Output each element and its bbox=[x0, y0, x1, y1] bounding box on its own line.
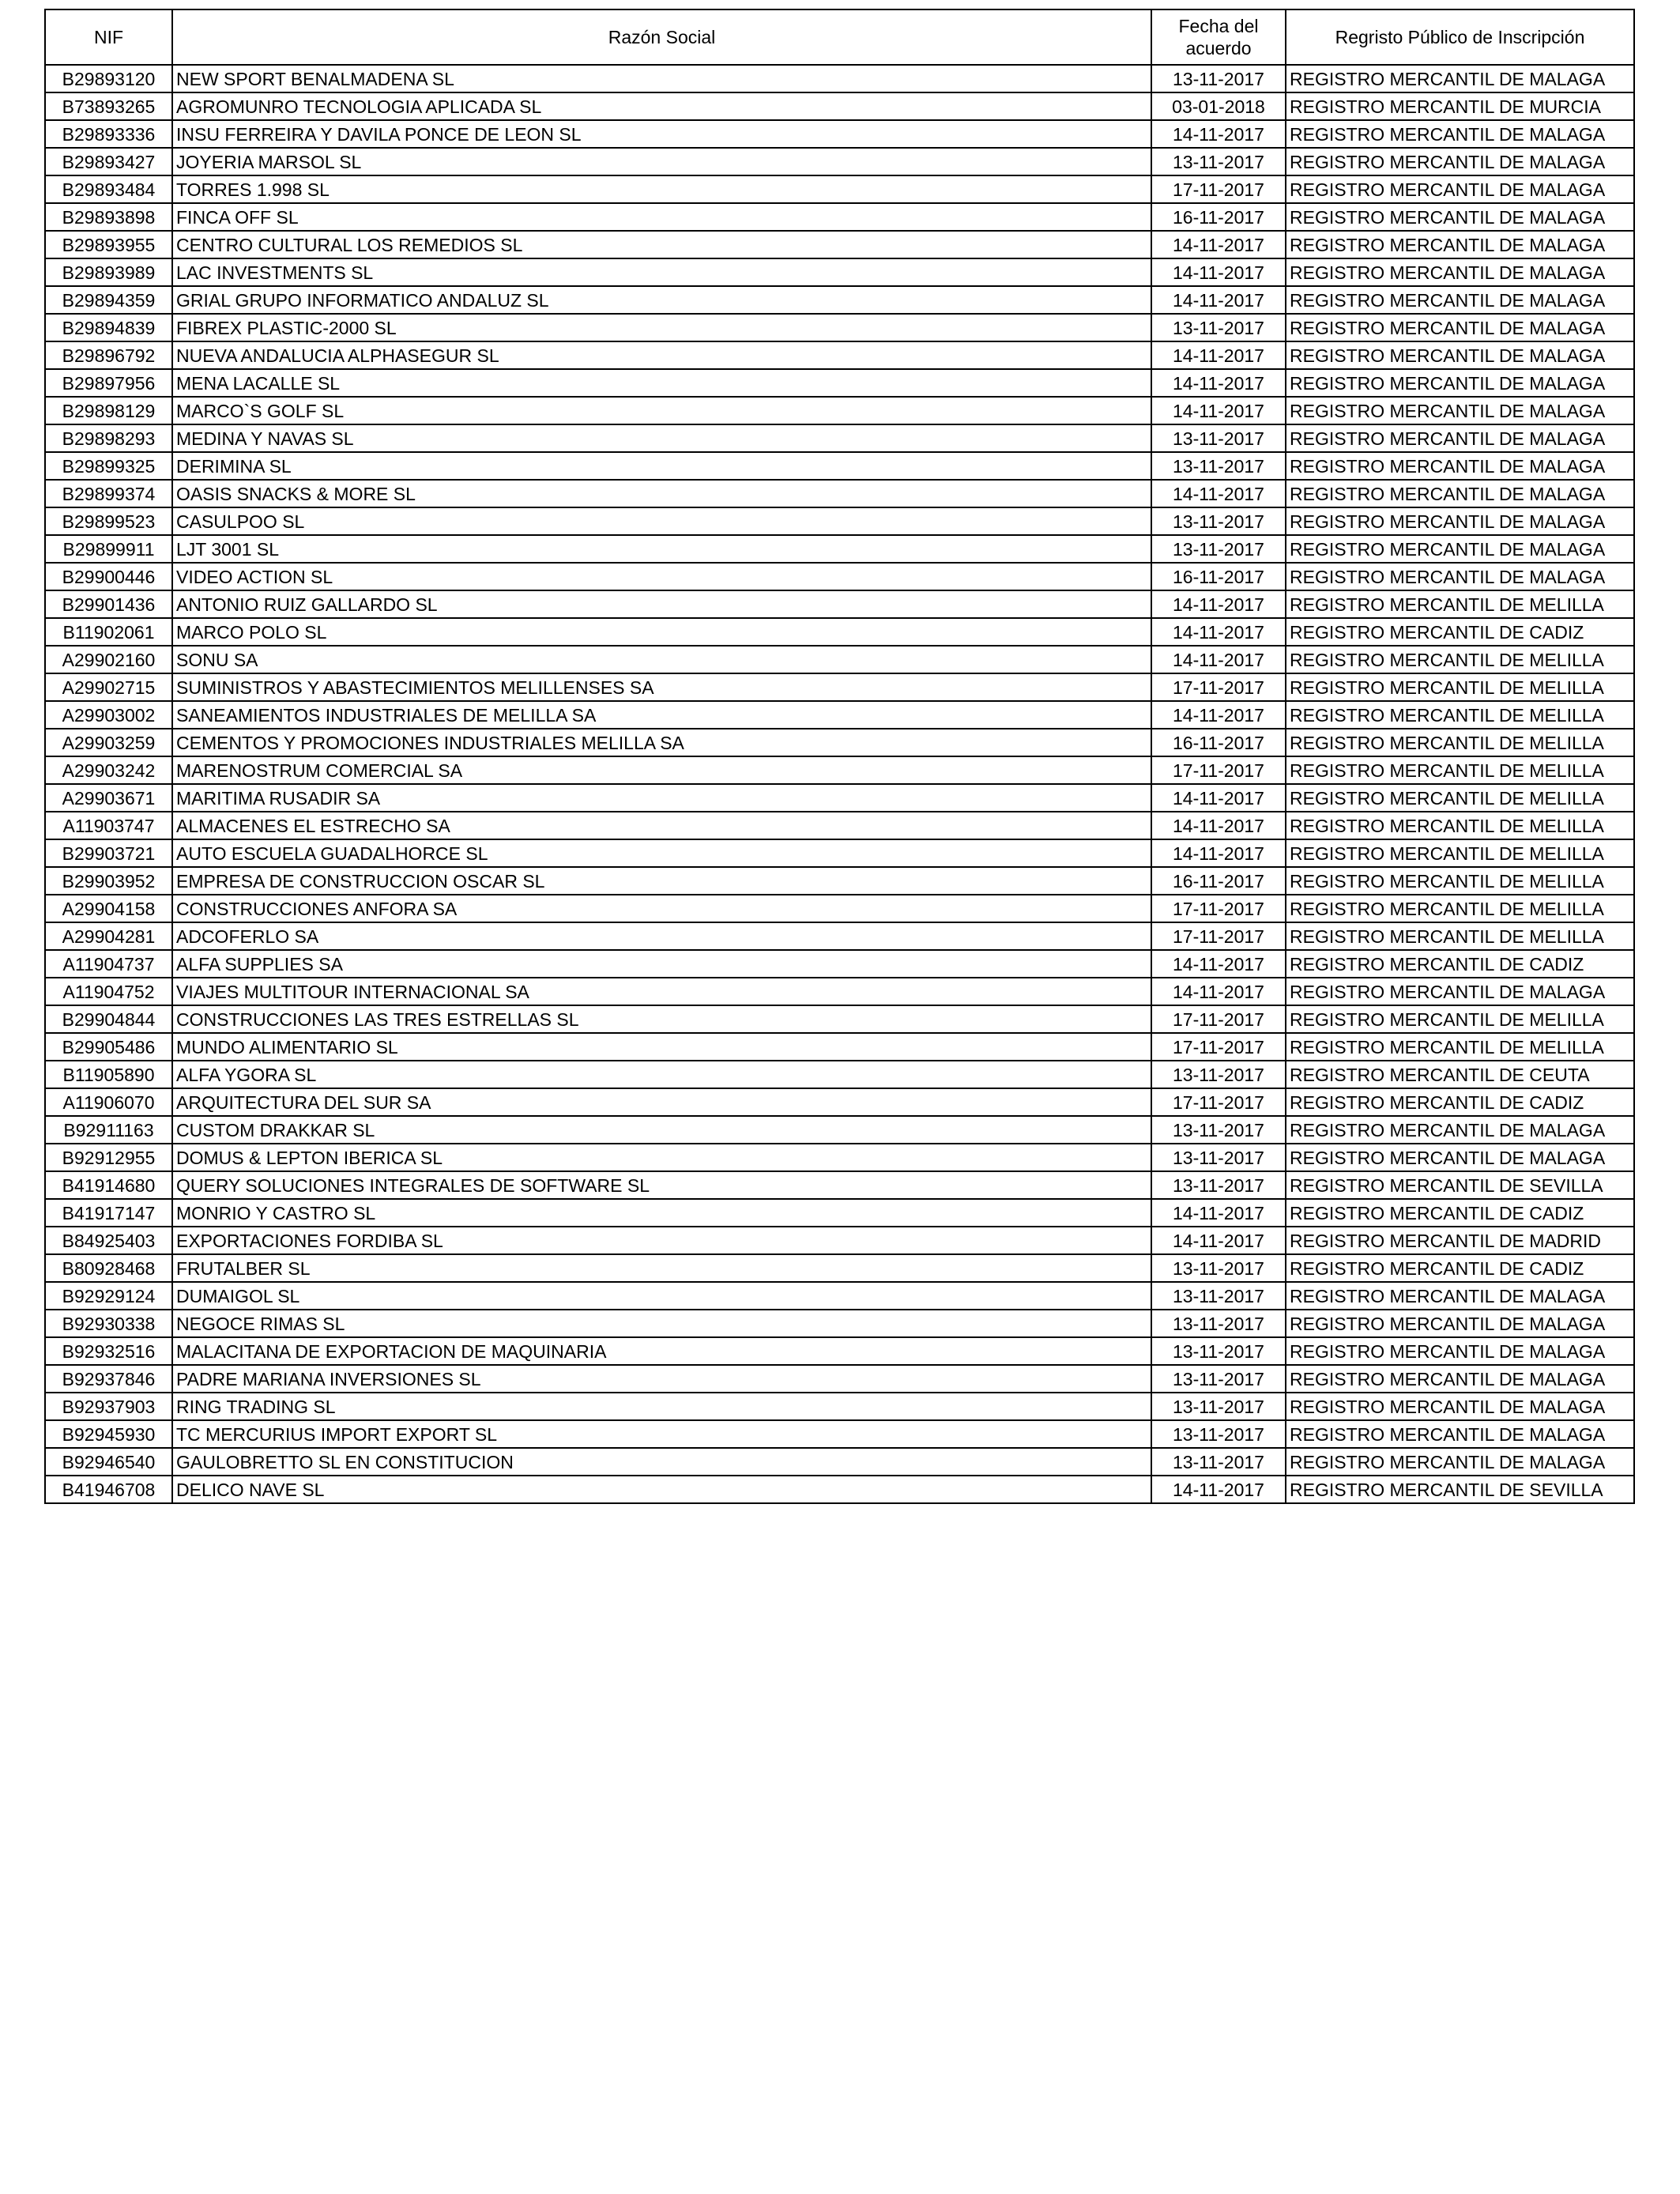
nif-cell: A29902160 bbox=[45, 646, 172, 673]
razon-social-cell: MENA LACALLE SL bbox=[172, 369, 1151, 397]
fecha-cell: 14-11-2017 bbox=[1151, 978, 1286, 1005]
razon-social-cell: EXPORTACIONES FORDIBA SL bbox=[172, 1227, 1151, 1254]
fecha-cell: 14-11-2017 bbox=[1151, 480, 1286, 507]
registro-cell: REGISTRO MERCANTIL DE MALAGA bbox=[1286, 341, 1634, 369]
razon-social-cell: MALACITANA DE EXPORTACION DE MAQUINARIA bbox=[172, 1337, 1151, 1365]
fecha-cell: 03-01-2018 bbox=[1151, 92, 1286, 120]
table-row bbox=[45, 480, 1634, 507]
table-row bbox=[45, 314, 1634, 341]
table-row bbox=[45, 1393, 1634, 1420]
nif-cell: A29902715 bbox=[45, 673, 172, 701]
nif-cell: B29894839 bbox=[45, 314, 172, 341]
razon-social-cell: CASULPOO SL bbox=[172, 507, 1151, 535]
registro-cell: REGISTRO MERCANTIL DE MALAGA bbox=[1286, 120, 1634, 148]
registro-cell: REGISTRO MERCANTIL DE MELILLA bbox=[1286, 590, 1634, 618]
razon-social-cell: MARCO POLO SL bbox=[172, 618, 1151, 646]
table-row bbox=[45, 1476, 1634, 1503]
fecha-cell: 16-11-2017 bbox=[1151, 867, 1286, 895]
nif-cell: B92911163 bbox=[45, 1116, 172, 1144]
table-row bbox=[45, 950, 1634, 978]
fecha-cell: 17-11-2017 bbox=[1151, 1005, 1286, 1033]
registro-cell: REGISTRO MERCANTIL DE CADIZ bbox=[1286, 1254, 1634, 1282]
registro-cell: REGISTRO MERCANTIL DE MALAGA bbox=[1286, 231, 1634, 258]
registro-cell: REGISTRO MERCANTIL DE MELILLA bbox=[1286, 673, 1634, 701]
registro-cell: REGISTRO MERCANTIL DE MALAGA bbox=[1286, 1448, 1634, 1476]
razon-social-cell: DOMUS & LEPTON IBERICA SL bbox=[172, 1144, 1151, 1171]
registro-cell: REGISTRO MERCANTIL DE MALAGA bbox=[1286, 1365, 1634, 1393]
nif-cell: B29900446 bbox=[45, 563, 172, 590]
nif-cell: A29904281 bbox=[45, 922, 172, 950]
header-fecha-line-1: Fecha del bbox=[1178, 16, 1259, 36]
fecha-cell: 13-11-2017 bbox=[1151, 1420, 1286, 1448]
fecha-cell: 14-11-2017 bbox=[1151, 286, 1286, 314]
fecha-cell: 13-11-2017 bbox=[1151, 1061, 1286, 1088]
fecha-cell: 14-11-2017 bbox=[1151, 618, 1286, 646]
nif-cell: A29904158 bbox=[45, 895, 172, 922]
razon-social-cell: CUSTOM DRAKKAR SL bbox=[172, 1116, 1151, 1144]
razon-social-cell: LJT 3001 SL bbox=[172, 535, 1151, 563]
nif-cell: B29899325 bbox=[45, 452, 172, 480]
fecha-cell: 17-11-2017 bbox=[1151, 895, 1286, 922]
table-header bbox=[45, 9, 1634, 65]
registro-cell: REGISTRO MERCANTIL DE MALAGA bbox=[1286, 203, 1634, 231]
table-row bbox=[45, 120, 1634, 148]
razon-social-cell: CONSTRUCCIONES LAS TRES ESTRELLAS SL bbox=[172, 1005, 1151, 1033]
nif-cell: A11906070 bbox=[45, 1088, 172, 1116]
table-row bbox=[45, 1199, 1634, 1227]
fecha-cell: 13-11-2017 bbox=[1151, 535, 1286, 563]
razon-social-cell: INSU FERREIRA Y DAVILA PONCE DE LEON SL bbox=[172, 120, 1151, 148]
razon-social-cell: NUEVA ANDALUCIA ALPHASEGUR SL bbox=[172, 341, 1151, 369]
nif-cell: B11902061 bbox=[45, 618, 172, 646]
razon-social-cell: TORRES 1.998 SL bbox=[172, 175, 1151, 203]
razon-social-cell: MUNDO ALIMENTARIO SL bbox=[172, 1033, 1151, 1061]
razon-social-cell: JOYERIA MARSOL SL bbox=[172, 148, 1151, 175]
razon-social-cell: VIDEO ACTION SL bbox=[172, 563, 1151, 590]
fecha-cell: 14-11-2017 bbox=[1151, 231, 1286, 258]
table-row bbox=[45, 231, 1634, 258]
fecha-cell: 13-11-2017 bbox=[1151, 314, 1286, 341]
table-row bbox=[45, 1282, 1634, 1310]
table-row bbox=[45, 618, 1634, 646]
table-row bbox=[45, 92, 1634, 120]
registro-cell: REGISTRO MERCANTIL DE MALAGA bbox=[1286, 175, 1634, 203]
table-row bbox=[45, 1227, 1634, 1254]
nif-cell: B29905486 bbox=[45, 1033, 172, 1061]
table-row bbox=[45, 1061, 1634, 1088]
razon-social-cell: AGROMUNRO TECNOLOGIA APLICADA SL bbox=[172, 92, 1151, 120]
fecha-cell: 17-11-2017 bbox=[1151, 175, 1286, 203]
razon-social-cell: CENTRO CULTURAL LOS REMEDIOS SL bbox=[172, 231, 1151, 258]
header-razon-social: Razón Social bbox=[172, 9, 1151, 65]
fecha-cell: 14-11-2017 bbox=[1151, 950, 1286, 978]
nif-cell: B92912955 bbox=[45, 1144, 172, 1171]
razon-social-cell: ALFA SUPPLIES SA bbox=[172, 950, 1151, 978]
table-row bbox=[45, 867, 1634, 895]
razon-social-cell: SANEAMIENTOS INDUSTRIALES DE MELILLA SA bbox=[172, 701, 1151, 729]
nif-cell: B29894359 bbox=[45, 286, 172, 314]
nif-cell: B41946708 bbox=[45, 1476, 172, 1503]
registro-cell: REGISTRO MERCANTIL DE MURCIA bbox=[1286, 92, 1634, 120]
razon-social-cell: NEW SPORT BENALMADENA SL bbox=[172, 65, 1151, 92]
nif-cell: B92946540 bbox=[45, 1448, 172, 1476]
registro-cell: REGISTRO MERCANTIL DE MALAGA bbox=[1286, 507, 1634, 535]
header-fecha-line-2: acuerdo bbox=[1185, 38, 1252, 58]
registro-cell: REGISTRO MERCANTIL DE MELILLA bbox=[1286, 922, 1634, 950]
nif-cell: B29901436 bbox=[45, 590, 172, 618]
table-row bbox=[45, 397, 1634, 424]
razon-social-cell: FRUTALBER SL bbox=[172, 1254, 1151, 1282]
registro-cell: REGISTRO MERCANTIL DE MALAGA bbox=[1286, 258, 1634, 286]
nif-cell: B92932516 bbox=[45, 1337, 172, 1365]
table-row bbox=[45, 65, 1634, 92]
nif-cell: B29899911 bbox=[45, 535, 172, 563]
table-row bbox=[45, 673, 1634, 701]
table-row bbox=[45, 369, 1634, 397]
razon-social-cell: SUMINISTROS Y ABASTECIMIENTOS MELILLENSES SA bbox=[172, 673, 1151, 701]
table-row bbox=[45, 701, 1634, 729]
registro-cell: REGISTRO MERCANTIL DE MALAGA bbox=[1286, 480, 1634, 507]
razon-social-cell: OASIS SNACKS & MORE SL bbox=[172, 480, 1151, 507]
header-fecha-acuerdo bbox=[1151, 9, 1286, 65]
table-row bbox=[45, 1088, 1634, 1116]
registro-cell: REGISTRO MERCANTIL DE MALAGA bbox=[1286, 452, 1634, 480]
registro-cell: REGISTRO MERCANTIL DE MELILLA bbox=[1286, 1005, 1634, 1033]
fecha-cell: 17-11-2017 bbox=[1151, 922, 1286, 950]
fecha-cell: 14-11-2017 bbox=[1151, 784, 1286, 812]
fecha-cell: 16-11-2017 bbox=[1151, 203, 1286, 231]
razon-social-cell: ALMACENES EL ESTRECHO SA bbox=[172, 812, 1151, 839]
registro-cell: REGISTRO MERCANTIL DE MALAGA bbox=[1286, 1393, 1634, 1420]
registro-cell: REGISTRO MERCANTIL DE CADIZ bbox=[1286, 1199, 1634, 1227]
fecha-cell: 14-11-2017 bbox=[1151, 839, 1286, 867]
fecha-cell: 14-11-2017 bbox=[1151, 341, 1286, 369]
table-row bbox=[45, 1420, 1634, 1448]
registro-cell: REGISTRO MERCANTIL DE SEVILLA bbox=[1286, 1171, 1634, 1199]
registro-cell: REGISTRO MERCANTIL DE CEUTA bbox=[1286, 1061, 1634, 1088]
header-row bbox=[45, 9, 1634, 65]
fecha-cell: 16-11-2017 bbox=[1151, 729, 1286, 756]
fecha-cell: 14-11-2017 bbox=[1151, 369, 1286, 397]
fecha-cell: 17-11-2017 bbox=[1151, 1033, 1286, 1061]
registro-cell: REGISTRO MERCANTIL DE MALAGA bbox=[1286, 1310, 1634, 1337]
nif-cell: A29903002 bbox=[45, 701, 172, 729]
nif-cell: B29903721 bbox=[45, 839, 172, 867]
nif-cell: B29896792 bbox=[45, 341, 172, 369]
fecha-cell: 13-11-2017 bbox=[1151, 1365, 1286, 1393]
razon-social-cell: VIAJES MULTITOUR INTERNACIONAL SA bbox=[172, 978, 1151, 1005]
razon-social-cell: AUTO ESCUELA GUADALHORCE SL bbox=[172, 839, 1151, 867]
razon-social-cell: CONSTRUCCIONES ANFORA SA bbox=[172, 895, 1151, 922]
razon-social-cell: DELICO NAVE SL bbox=[172, 1476, 1151, 1503]
table-row bbox=[45, 286, 1634, 314]
table-row bbox=[45, 812, 1634, 839]
table-row bbox=[45, 563, 1634, 590]
fecha-cell: 13-11-2017 bbox=[1151, 1254, 1286, 1282]
registro-cell: REGISTRO MERCANTIL DE MALAGA bbox=[1286, 535, 1634, 563]
razon-social-cell: MONRIO Y CASTRO SL bbox=[172, 1199, 1151, 1227]
registro-cell: REGISTRO MERCANTIL DE CADIZ bbox=[1286, 950, 1634, 978]
nif-cell: B29893484 bbox=[45, 175, 172, 203]
registro-cell: REGISTRO MERCANTIL DE CADIZ bbox=[1286, 1088, 1634, 1116]
fecha-cell: 17-11-2017 bbox=[1151, 756, 1286, 784]
razon-social-cell: LAC INVESTMENTS SL bbox=[172, 258, 1151, 286]
nif-cell: B29899374 bbox=[45, 480, 172, 507]
fecha-cell: 13-11-2017 bbox=[1151, 1144, 1286, 1171]
nif-cell: B29899523 bbox=[45, 507, 172, 535]
razon-social-cell: MEDINA Y NAVAS SL bbox=[172, 424, 1151, 452]
fecha-cell: 14-11-2017 bbox=[1151, 701, 1286, 729]
fecha-cell: 16-11-2017 bbox=[1151, 563, 1286, 590]
registro-cell: REGISTRO MERCANTIL DE MALAGA bbox=[1286, 424, 1634, 452]
table-row bbox=[45, 341, 1634, 369]
registro-cell: REGISTRO MERCANTIL DE MALAGA bbox=[1286, 1116, 1634, 1144]
table-row bbox=[45, 922, 1634, 950]
table-row bbox=[45, 1365, 1634, 1393]
nif-cell: B29893120 bbox=[45, 65, 172, 92]
header-registro-publico: Regristo Público de Inscripción bbox=[1286, 9, 1634, 65]
table-row bbox=[45, 1310, 1634, 1337]
razon-social-cell: MARENOSTRUM COMERCIAL SA bbox=[172, 756, 1151, 784]
registro-cell: REGISTRO MERCANTIL DE MALAGA bbox=[1286, 1337, 1634, 1365]
table-row bbox=[45, 729, 1634, 756]
registro-cell: REGISTRO MERCANTIL DE MALAGA bbox=[1286, 978, 1634, 1005]
table-row bbox=[45, 646, 1634, 673]
registro-cell: REGISTRO MERCANTIL DE MALAGA bbox=[1286, 148, 1634, 175]
nif-cell: B92929124 bbox=[45, 1282, 172, 1310]
nif-cell: B92937846 bbox=[45, 1365, 172, 1393]
registro-cell: REGISTRO MERCANTIL DE MELILLA bbox=[1286, 895, 1634, 922]
razon-social-cell: MARCO`S GOLF SL bbox=[172, 397, 1151, 424]
table-body bbox=[45, 65, 1634, 1503]
table-row bbox=[45, 535, 1634, 563]
nif-cell: A11904737 bbox=[45, 950, 172, 978]
razon-social-cell: GRIAL GRUPO INFORMATICO ANDALUZ SL bbox=[172, 286, 1151, 314]
registro-cell: REGISTRO MERCANTIL DE MALAGA bbox=[1286, 1144, 1634, 1171]
registro-cell: REGISTRO MERCANTIL DE MELILLA bbox=[1286, 729, 1634, 756]
nif-cell: B29904844 bbox=[45, 1005, 172, 1033]
fecha-cell: 13-11-2017 bbox=[1151, 148, 1286, 175]
fecha-cell: 14-11-2017 bbox=[1151, 646, 1286, 673]
table-row bbox=[45, 839, 1634, 867]
fecha-cell: 13-11-2017 bbox=[1151, 1116, 1286, 1144]
table-row bbox=[45, 784, 1634, 812]
table-row bbox=[45, 895, 1634, 922]
razon-social-cell: ARQUITECTURA DEL SUR SA bbox=[172, 1088, 1151, 1116]
table-row bbox=[45, 1254, 1634, 1282]
razon-social-cell: PADRE MARIANA INVERSIONES SL bbox=[172, 1365, 1151, 1393]
razon-social-cell: DERIMINA SL bbox=[172, 452, 1151, 480]
table-row bbox=[45, 1033, 1634, 1061]
fecha-cell: 13-11-2017 bbox=[1151, 1393, 1286, 1420]
razon-social-cell: CEMENTOS Y PROMOCIONES INDUSTRIALES MELILLA SA bbox=[172, 729, 1151, 756]
fecha-cell: 14-11-2017 bbox=[1151, 1199, 1286, 1227]
registro-cell: REGISTRO MERCANTIL DE SEVILLA bbox=[1286, 1476, 1634, 1503]
razon-social-cell: DUMAIGOL SL bbox=[172, 1282, 1151, 1310]
razon-social-cell: NEGOCE RIMAS SL bbox=[172, 1310, 1151, 1337]
registro-cell: REGISTRO MERCANTIL DE CADIZ bbox=[1286, 618, 1634, 646]
table-row bbox=[45, 1116, 1634, 1144]
razon-social-cell: RING TRADING SL bbox=[172, 1393, 1151, 1420]
table-row bbox=[45, 978, 1634, 1005]
nif-cell: B29893427 bbox=[45, 148, 172, 175]
registro-cell: REGISTRO MERCANTIL DE MELILLA bbox=[1286, 1033, 1634, 1061]
razon-social-cell: TC MERCURIUS IMPORT EXPORT SL bbox=[172, 1420, 1151, 1448]
razon-social-cell: ANTONIO RUIZ GALLARDO SL bbox=[172, 590, 1151, 618]
nif-cell: B11905890 bbox=[45, 1061, 172, 1088]
fecha-cell: 13-11-2017 bbox=[1151, 452, 1286, 480]
registro-cell: REGISTRO MERCANTIL DE MALAGA bbox=[1286, 563, 1634, 590]
registro-cell: REGISTRO MERCANTIL DE MELILLA bbox=[1286, 867, 1634, 895]
nif-cell: A11903747 bbox=[45, 812, 172, 839]
header-nif: NIF bbox=[45, 9, 172, 65]
nif-cell: A29903259 bbox=[45, 729, 172, 756]
nif-cell: B92945930 bbox=[45, 1420, 172, 1448]
registro-cell: REGISTRO MERCANTIL DE MALAGA bbox=[1286, 1420, 1634, 1448]
registro-cell: REGISTRO MERCANTIL DE MALAGA bbox=[1286, 65, 1634, 92]
nif-cell: B41914680 bbox=[45, 1171, 172, 1199]
fecha-cell: 14-11-2017 bbox=[1151, 258, 1286, 286]
nif-cell: B29898129 bbox=[45, 397, 172, 424]
fecha-cell: 17-11-2017 bbox=[1151, 673, 1286, 701]
registro-cell: REGISTRO MERCANTIL DE MELILLA bbox=[1286, 784, 1634, 812]
nif-cell: B29893989 bbox=[45, 258, 172, 286]
registro-cell: REGISTRO MERCANTIL DE MELILLA bbox=[1286, 701, 1634, 729]
nif-cell: B92930338 bbox=[45, 1310, 172, 1337]
fecha-cell: 13-11-2017 bbox=[1151, 65, 1286, 92]
registro-cell: REGISTRO MERCANTIL DE MALAGA bbox=[1286, 286, 1634, 314]
nif-cell: A29903671 bbox=[45, 784, 172, 812]
nif-cell: B73893265 bbox=[45, 92, 172, 120]
nif-cell: B29897956 bbox=[45, 369, 172, 397]
fecha-cell: 13-11-2017 bbox=[1151, 507, 1286, 535]
razon-social-cell: FIBREX PLASTIC-2000 SL bbox=[172, 314, 1151, 341]
table-row bbox=[45, 148, 1634, 175]
registro-cell: REGISTRO MERCANTIL DE MELILLA bbox=[1286, 756, 1634, 784]
razon-social-cell: ADCOFERLO SA bbox=[172, 922, 1151, 950]
fecha-cell: 14-11-2017 bbox=[1151, 1227, 1286, 1254]
registro-cell: REGISTRO MERCANTIL DE MALAGA bbox=[1286, 314, 1634, 341]
fecha-cell: 13-11-2017 bbox=[1151, 1171, 1286, 1199]
registro-cell: REGISTRO MERCANTIL DE MELILLA bbox=[1286, 812, 1634, 839]
nif-cell: B29893955 bbox=[45, 231, 172, 258]
fecha-cell: 14-11-2017 bbox=[1151, 397, 1286, 424]
razon-social-cell: GAULOBRETTO SL EN CONSTITUCION bbox=[172, 1448, 1151, 1476]
nif-cell: B29893898 bbox=[45, 203, 172, 231]
razon-social-cell: SONU SA bbox=[172, 646, 1151, 673]
table-row bbox=[45, 452, 1634, 480]
nif-cell: A29903242 bbox=[45, 756, 172, 784]
table-row bbox=[45, 203, 1634, 231]
nif-cell: B29893336 bbox=[45, 120, 172, 148]
table-row bbox=[45, 1005, 1634, 1033]
nif-cell: B41917147 bbox=[45, 1199, 172, 1227]
fecha-cell: 14-11-2017 bbox=[1151, 1476, 1286, 1503]
table-row bbox=[45, 258, 1634, 286]
fecha-cell: 14-11-2017 bbox=[1151, 590, 1286, 618]
razon-social-cell: MARITIMA RUSADIR SA bbox=[172, 784, 1151, 812]
table-row bbox=[45, 756, 1634, 784]
table-row bbox=[45, 175, 1634, 203]
table-row bbox=[45, 1144, 1634, 1171]
nif-cell: B29903952 bbox=[45, 867, 172, 895]
razon-social-cell: EMPRESA DE CONSTRUCCION OSCAR SL bbox=[172, 867, 1151, 895]
fecha-cell: 14-11-2017 bbox=[1151, 120, 1286, 148]
registro-cell: REGISTRO MERCANTIL DE MADRID bbox=[1286, 1227, 1634, 1254]
table-row bbox=[45, 1448, 1634, 1476]
nif-cell: B29898293 bbox=[45, 424, 172, 452]
fecha-cell: 13-11-2017 bbox=[1151, 424, 1286, 452]
nif-cell: B84925403 bbox=[45, 1227, 172, 1254]
registry-table bbox=[44, 9, 1635, 1504]
table-row bbox=[45, 1337, 1634, 1365]
nif-cell: B92937903 bbox=[45, 1393, 172, 1420]
fecha-cell: 17-11-2017 bbox=[1151, 1088, 1286, 1116]
fecha-cell: 13-11-2017 bbox=[1151, 1448, 1286, 1476]
registro-cell: REGISTRO MERCANTIL DE MELILLA bbox=[1286, 646, 1634, 673]
razon-social-cell: FINCA OFF SL bbox=[172, 203, 1151, 231]
table-row bbox=[45, 1171, 1634, 1199]
razon-social-cell: QUERY SOLUCIONES INTEGRALES DE SOFTWARE SL bbox=[172, 1171, 1151, 1199]
fecha-cell: 14-11-2017 bbox=[1151, 812, 1286, 839]
registro-cell: REGISTRO MERCANTIL DE MALAGA bbox=[1286, 1282, 1634, 1310]
document-page bbox=[44, 9, 1633, 1504]
fecha-cell: 13-11-2017 bbox=[1151, 1310, 1286, 1337]
razon-social-cell: ALFA YGORA SL bbox=[172, 1061, 1151, 1088]
fecha-cell: 13-11-2017 bbox=[1151, 1337, 1286, 1365]
nif-cell: A11904752 bbox=[45, 978, 172, 1005]
registro-cell: REGISTRO MERCANTIL DE MALAGA bbox=[1286, 397, 1634, 424]
table-row bbox=[45, 507, 1634, 535]
table-row bbox=[45, 424, 1634, 452]
nif-cell: B80928468 bbox=[45, 1254, 172, 1282]
registro-cell: REGISTRO MERCANTIL DE MALAGA bbox=[1286, 369, 1634, 397]
fecha-cell: 13-11-2017 bbox=[1151, 1282, 1286, 1310]
table-row bbox=[45, 590, 1634, 618]
registro-cell: REGISTRO MERCANTIL DE MELILLA bbox=[1286, 839, 1634, 867]
